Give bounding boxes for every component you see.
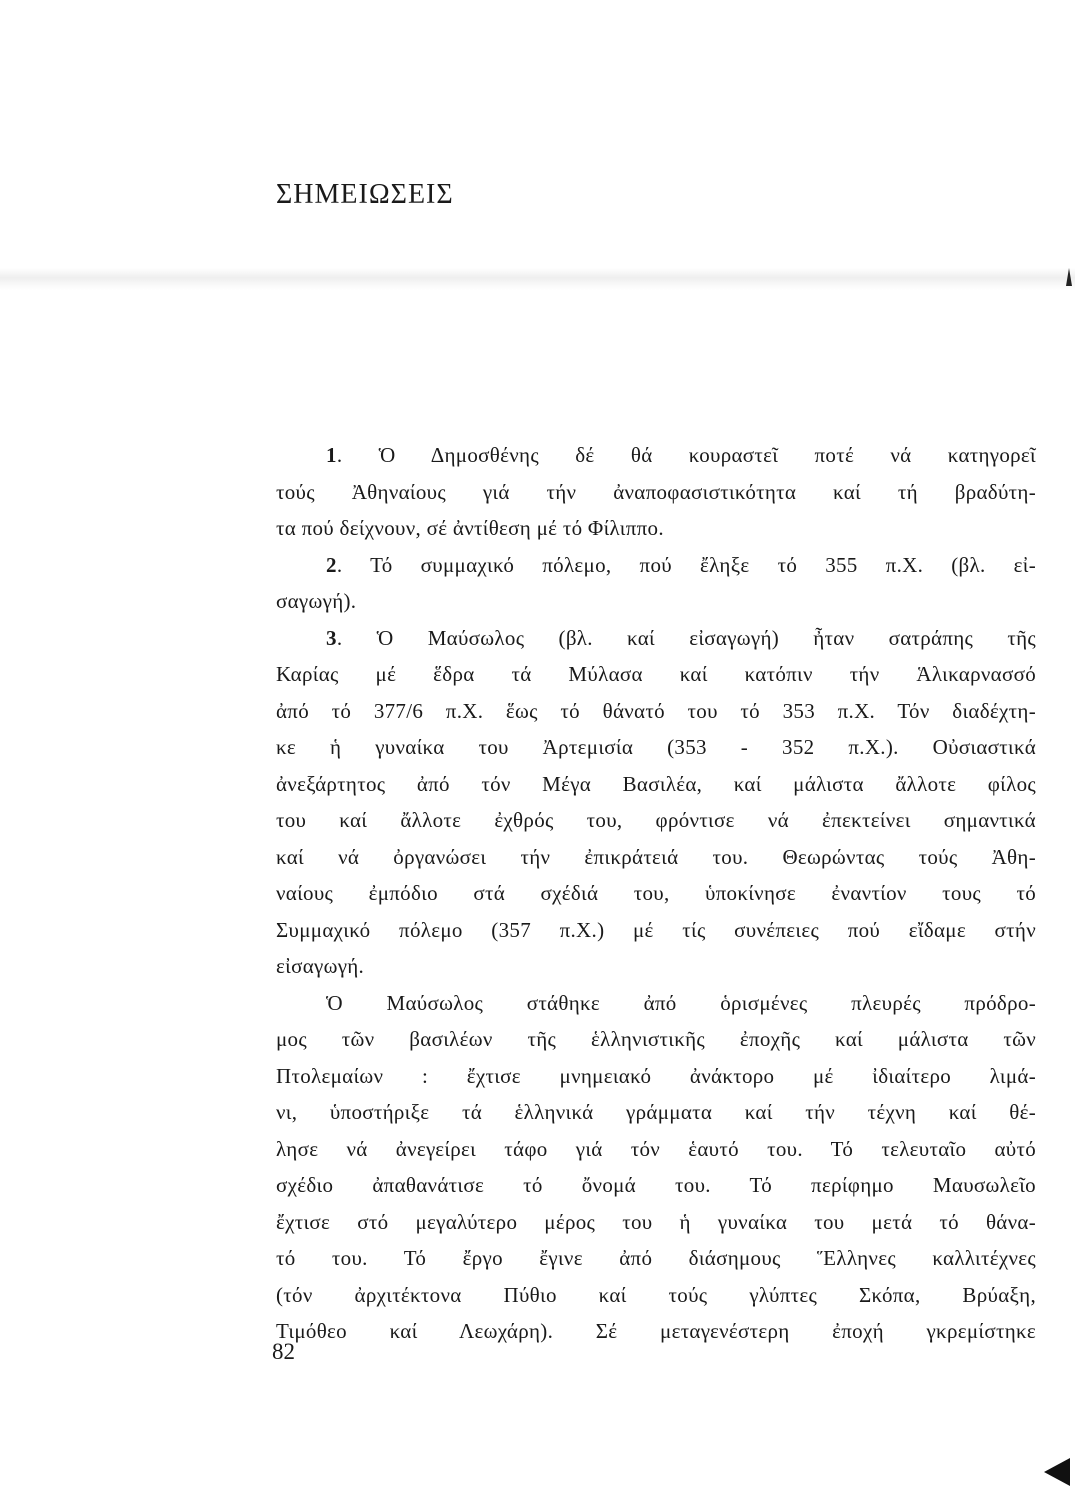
paragraph-2-line-3: Πτολεμαίων : ἔχτισε μνημειακό ἀνάκτορο μέ ἰδιαίτερο λιμά- xyxy=(276,1063,1036,1088)
note-3-line-6: του καί ἄλλοτε ἐχθρός του, φρόντισε νά ἐπεκτείνει σημαντικά xyxy=(276,808,1036,832)
scan-edge-mark-top xyxy=(1066,268,1072,286)
paragraph-2-line-10: Τιμόθεο καί Λεωχάρη). Σέ μεταγενέστερη ἐποχή γκρεμίστηκε xyxy=(276,1319,1036,1343)
paragraph-2-line-6: σχέδιο ἀπαθανάτισε τό ὄνομά του. Τό περίφημο Μαυσωλεῖο xyxy=(276,1173,1036,1197)
note-3-line-3: ἀπό τό 377/6 π.Χ. ἕως τό θάνατό του τό 353 π.Χ. Τόν διαδέχτη- xyxy=(276,698,1036,723)
note-3-line-5: ἀνεξάρτητος ἀπό τόν Μέγα Βασιλέα, καί μάλιστα ἄλλοτε φίλος xyxy=(276,771,1036,796)
note-3-line-9: Συμμαχικό πόλεμο (357 π.Χ.) μέ τίς συνέπειες πού εἴδαμε στήν xyxy=(276,917,1036,942)
notes-body xyxy=(276,437,1036,1350)
note-3-line-4: κε ἡ γυναίκα του Ἀρτεμισία (353 - 352 π.Χ.). Οὐσιαστικά xyxy=(276,735,1036,759)
note-3-line-10: εἰσαγωγή. xyxy=(276,954,365,978)
paragraph-2-line-1: Ὁ Μαύσωλος στάθηκε ἀπό ὁρισμένες πλευρές πρόδρο- xyxy=(326,990,1036,1015)
page-heading: ΣΗΜΕΙΩΣΕΙΣ xyxy=(276,179,454,210)
scan-edge-mark-bottom xyxy=(1044,1458,1070,1486)
paragraph-2-line-4: νι, ὑποστήριξε τά ἑλληνικά γράμματα καί τήν τέχνη καί θέ- xyxy=(276,1100,1036,1124)
note-3-line-7: καί νά ὀργανώσει τήν ἐπικράτειά του. Θεωρώντας τούς Ἀθη- xyxy=(276,844,1036,869)
note-1-line-3: τα πού δείχνουν, σέ ἀντίθεση μέ τό Φίλιππο. xyxy=(276,516,664,540)
paragraph-2-line-5: λησε νά ἀνεγείρει τάφο γιά τόν ἑαυτό του. Τό τελευταῖο αὐτό xyxy=(276,1136,1036,1161)
scan-artifact-band xyxy=(0,268,1075,290)
note-1-number: 1 xyxy=(326,443,337,467)
paragraph-2-line-2: μος τῶν βασιλέων τῆς ἑλληνιστικῆς ἐποχῆς καί μάλιστα τῶν xyxy=(276,1027,1036,1051)
page-number: 82 xyxy=(272,1339,295,1364)
note-1-line-1: 1. Ὁ Δημοσθένης δέ θά κουραστεῖ ποτέ νά κατηγορεῖ xyxy=(326,443,1036,467)
note-2-line-1: 2. Τό συμμαχικό πόλεμο, πού ἔληξε τό 355 π.Χ. (βλ. εἰ- xyxy=(326,552,1036,577)
note-1-line-2: τούς Ἀθηναίους γιά τήν ἀναποφασιστικότητα καί τή βραδύτη- xyxy=(276,479,1036,504)
paragraph-2-line-7: ἔχτισε στό μεγαλύτερο μέρος του ἡ γυναίκα του μετά τό θάνα- xyxy=(276,1209,1036,1234)
paragraph-2-line-8: τό του. Τό ἔργο ἔγινε ἀπό διάσημους Ἕλληνες καλλιτέχνες xyxy=(276,1246,1036,1270)
note-3-number: 3 xyxy=(326,625,337,650)
note-3-line-8: ναίους ἐμπόδιο στά σχέδιά του, ὑποκίνησε ἐναντίον τους τό xyxy=(276,881,1036,905)
note-2-number: 2 xyxy=(326,552,337,577)
note-3-line-1: 3. Ὁ Μαύσωλος (βλ. καί εἰσαγωγή) ἦταν σατράπης τῆς xyxy=(326,625,1036,650)
note-2-line-2: σαγωγή). xyxy=(276,589,357,613)
paragraph-2-line-9: (τόν ἀρχιτέκτονα Πύθιο καί τούς γλύπτες Σκόπα, Βρύαξη, xyxy=(276,1282,1036,1307)
note-3-line-2: Καρίας μέ ἕδρα τά Μύλασα καί κατόπιν τήν Ἁλικαρνασσό xyxy=(276,662,1036,686)
